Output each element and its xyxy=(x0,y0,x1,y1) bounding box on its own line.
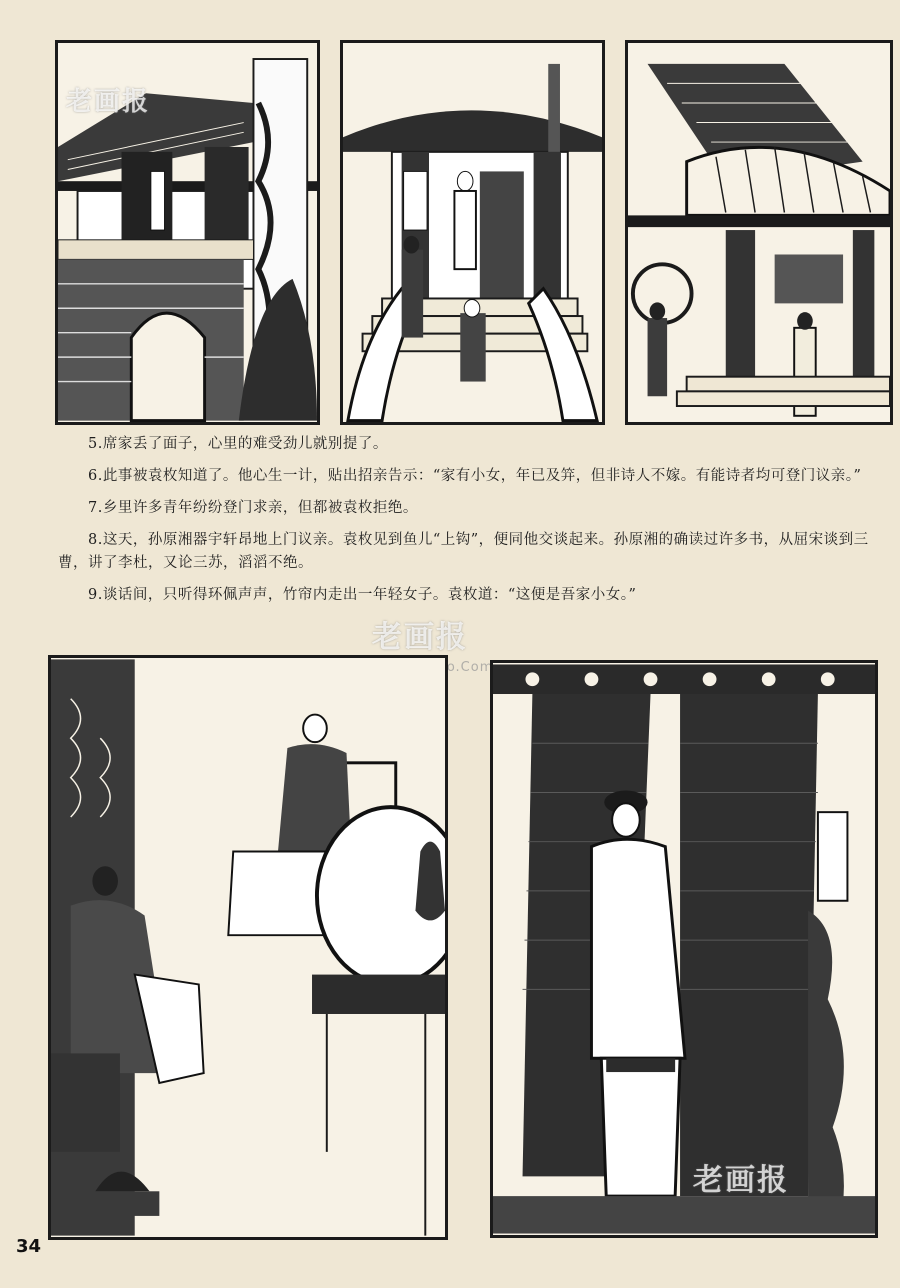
caption-9: 9.谈话间，只听得环佩声声，竹帘内走出一年轻女子。袁枚道：“这便是吾家小女。” xyxy=(88,587,637,603)
panel-8-illustration xyxy=(48,655,448,1240)
scholars-conversing-drawing xyxy=(51,658,445,1237)
watermark-logo-corner: 老画报 xyxy=(693,1163,789,1198)
caption-5: 5.席家丢了面子，心里的难受劲儿就别提了。 xyxy=(88,436,388,452)
panel-9-illustration xyxy=(490,660,878,1238)
young-woman-behind-bamboo-blinds-drawing xyxy=(493,663,875,1235)
caption-7: 7.乡里许多青年纷纷登门求亲，但都被袁枚拒绝。 xyxy=(88,500,418,516)
captions-block xyxy=(58,433,878,616)
panel-7-illustration xyxy=(625,40,893,425)
caption-6: 6.此事被袁枚知道了。他心生一计，贴出招亲告示：“家有小女，年已及笄，但非诗人不嫁。有能诗者均可登门议亲。” xyxy=(88,468,862,484)
watermark-logo-center: 老画报 xyxy=(372,620,468,655)
caption-8: 8.这天，孙原湘器宇轩昂地上门议亲。袁枚见到鱼儿“上钩”，便同他交谈起来。孙原湘的确读过许多书，从屈宋谈到三曹，讲了李杜，又论三苏，滔滔不绝。 xyxy=(58,532,869,571)
gate-with-notice-drawing xyxy=(343,43,602,422)
watermark-logo: 老画报 xyxy=(66,87,151,117)
page-number: 34 xyxy=(16,1236,42,1257)
courtyard-pavilion-drawing xyxy=(628,43,890,422)
panel-5-illustration xyxy=(55,40,320,425)
panel-6-illustration xyxy=(340,40,605,425)
